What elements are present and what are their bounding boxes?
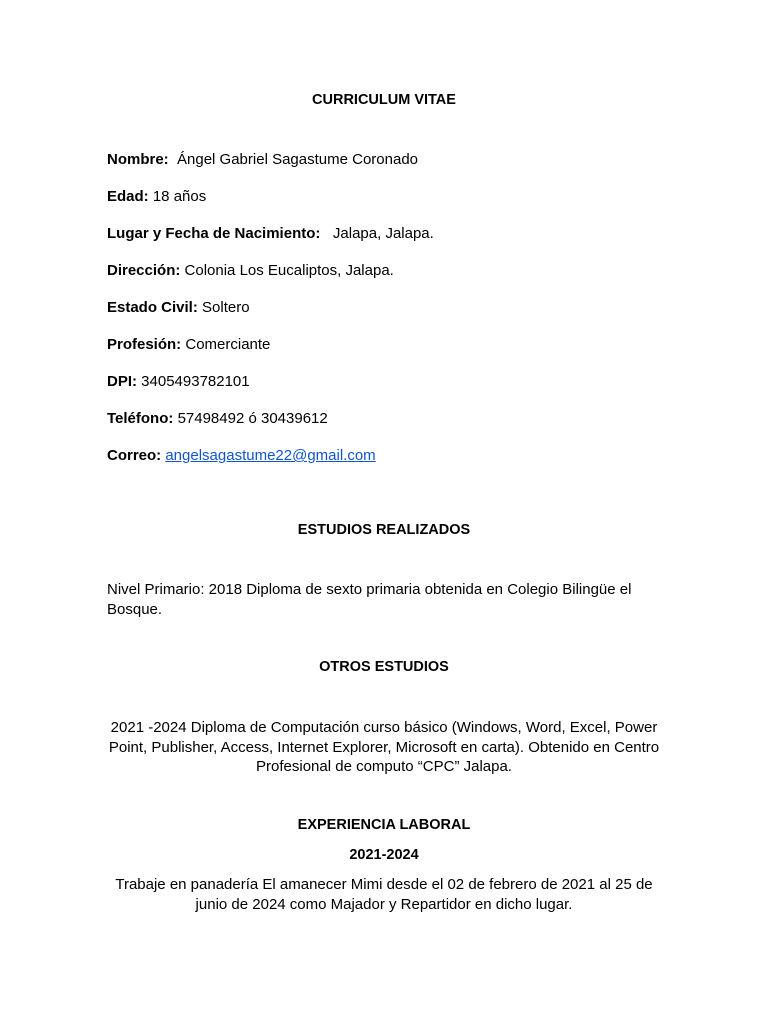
- field-value: Comerciante: [185, 336, 271, 353]
- field-edad: [107, 188, 206, 205]
- field-value: 18 años: [152, 188, 207, 205]
- field-value: 3405493782101: [141, 373, 250, 390]
- field-estado-civil: [107, 299, 250, 316]
- other-studies-text: 2021 -2024 Diploma de Computación curso básico (Windows, Word, Excel, Power Point, Publisher, Access, Internet Explorer, Microsoft en carta). Obtenido en Centro Profesional de computo “CPC” Jalapa.: [108, 719, 660, 775]
- field-label: Profesión:: [107, 336, 182, 353]
- field-direccion: [107, 262, 394, 279]
- field-label: Edad:: [107, 188, 149, 205]
- field-value: 57498492 ó 30439612: [177, 410, 328, 427]
- field-label: Teléfono:: [107, 410, 174, 427]
- section-heading-experiencia: EXPERIENCIA LABORAL: [297, 817, 471, 833]
- document-title: CURRICULUM VITAE: [312, 92, 456, 108]
- field-profesion: [107, 336, 270, 353]
- email-link[interactable]: angelsagastume22@gmail.com: [165, 447, 376, 464]
- field-label: Nombre:: [107, 151, 169, 168]
- studies-text: Nivel Primario: 2018 Diploma de sexto primaria obtenida en Colegio Bilingüe el Bosque.: [107, 581, 632, 618]
- experience-text: Trabaje en panadería El amanecer Mimi desde el 02 de febrero de 2021 al 25 de junio de 2024 como Majador y Repartidor en dicho lugar.: [115, 876, 653, 913]
- field-dpi: [107, 373, 250, 390]
- experience-period: 2021-2024: [349, 847, 419, 863]
- field-label: Dirección:: [107, 262, 181, 279]
- section-heading-estudios: ESTUDIOS REALIZADOS: [297, 522, 471, 538]
- field-label: Correo:: [107, 447, 162, 464]
- field-label: Estado Civil:: [107, 299, 198, 316]
- field-nombre: [107, 151, 418, 168]
- field-value: Colonia Los Eucaliptos, Jalapa.: [184, 262, 394, 279]
- field-lugar-fecha-nacimiento: [107, 225, 434, 242]
- field-label: DPI:: [107, 373, 137, 390]
- field-correo: [107, 447, 376, 464]
- section-heading-otros-estudios: OTROS ESTUDIOS: [319, 659, 449, 675]
- field-value: Jalapa, Jalapa.: [332, 225, 434, 242]
- field-telefono: [107, 410, 328, 427]
- field-label: Lugar y Fecha de Nacimiento:: [107, 225, 321, 242]
- field-value: Soltero: [202, 299, 250, 316]
- field-value: Ángel Gabriel Sagastume Coronado: [177, 151, 418, 168]
